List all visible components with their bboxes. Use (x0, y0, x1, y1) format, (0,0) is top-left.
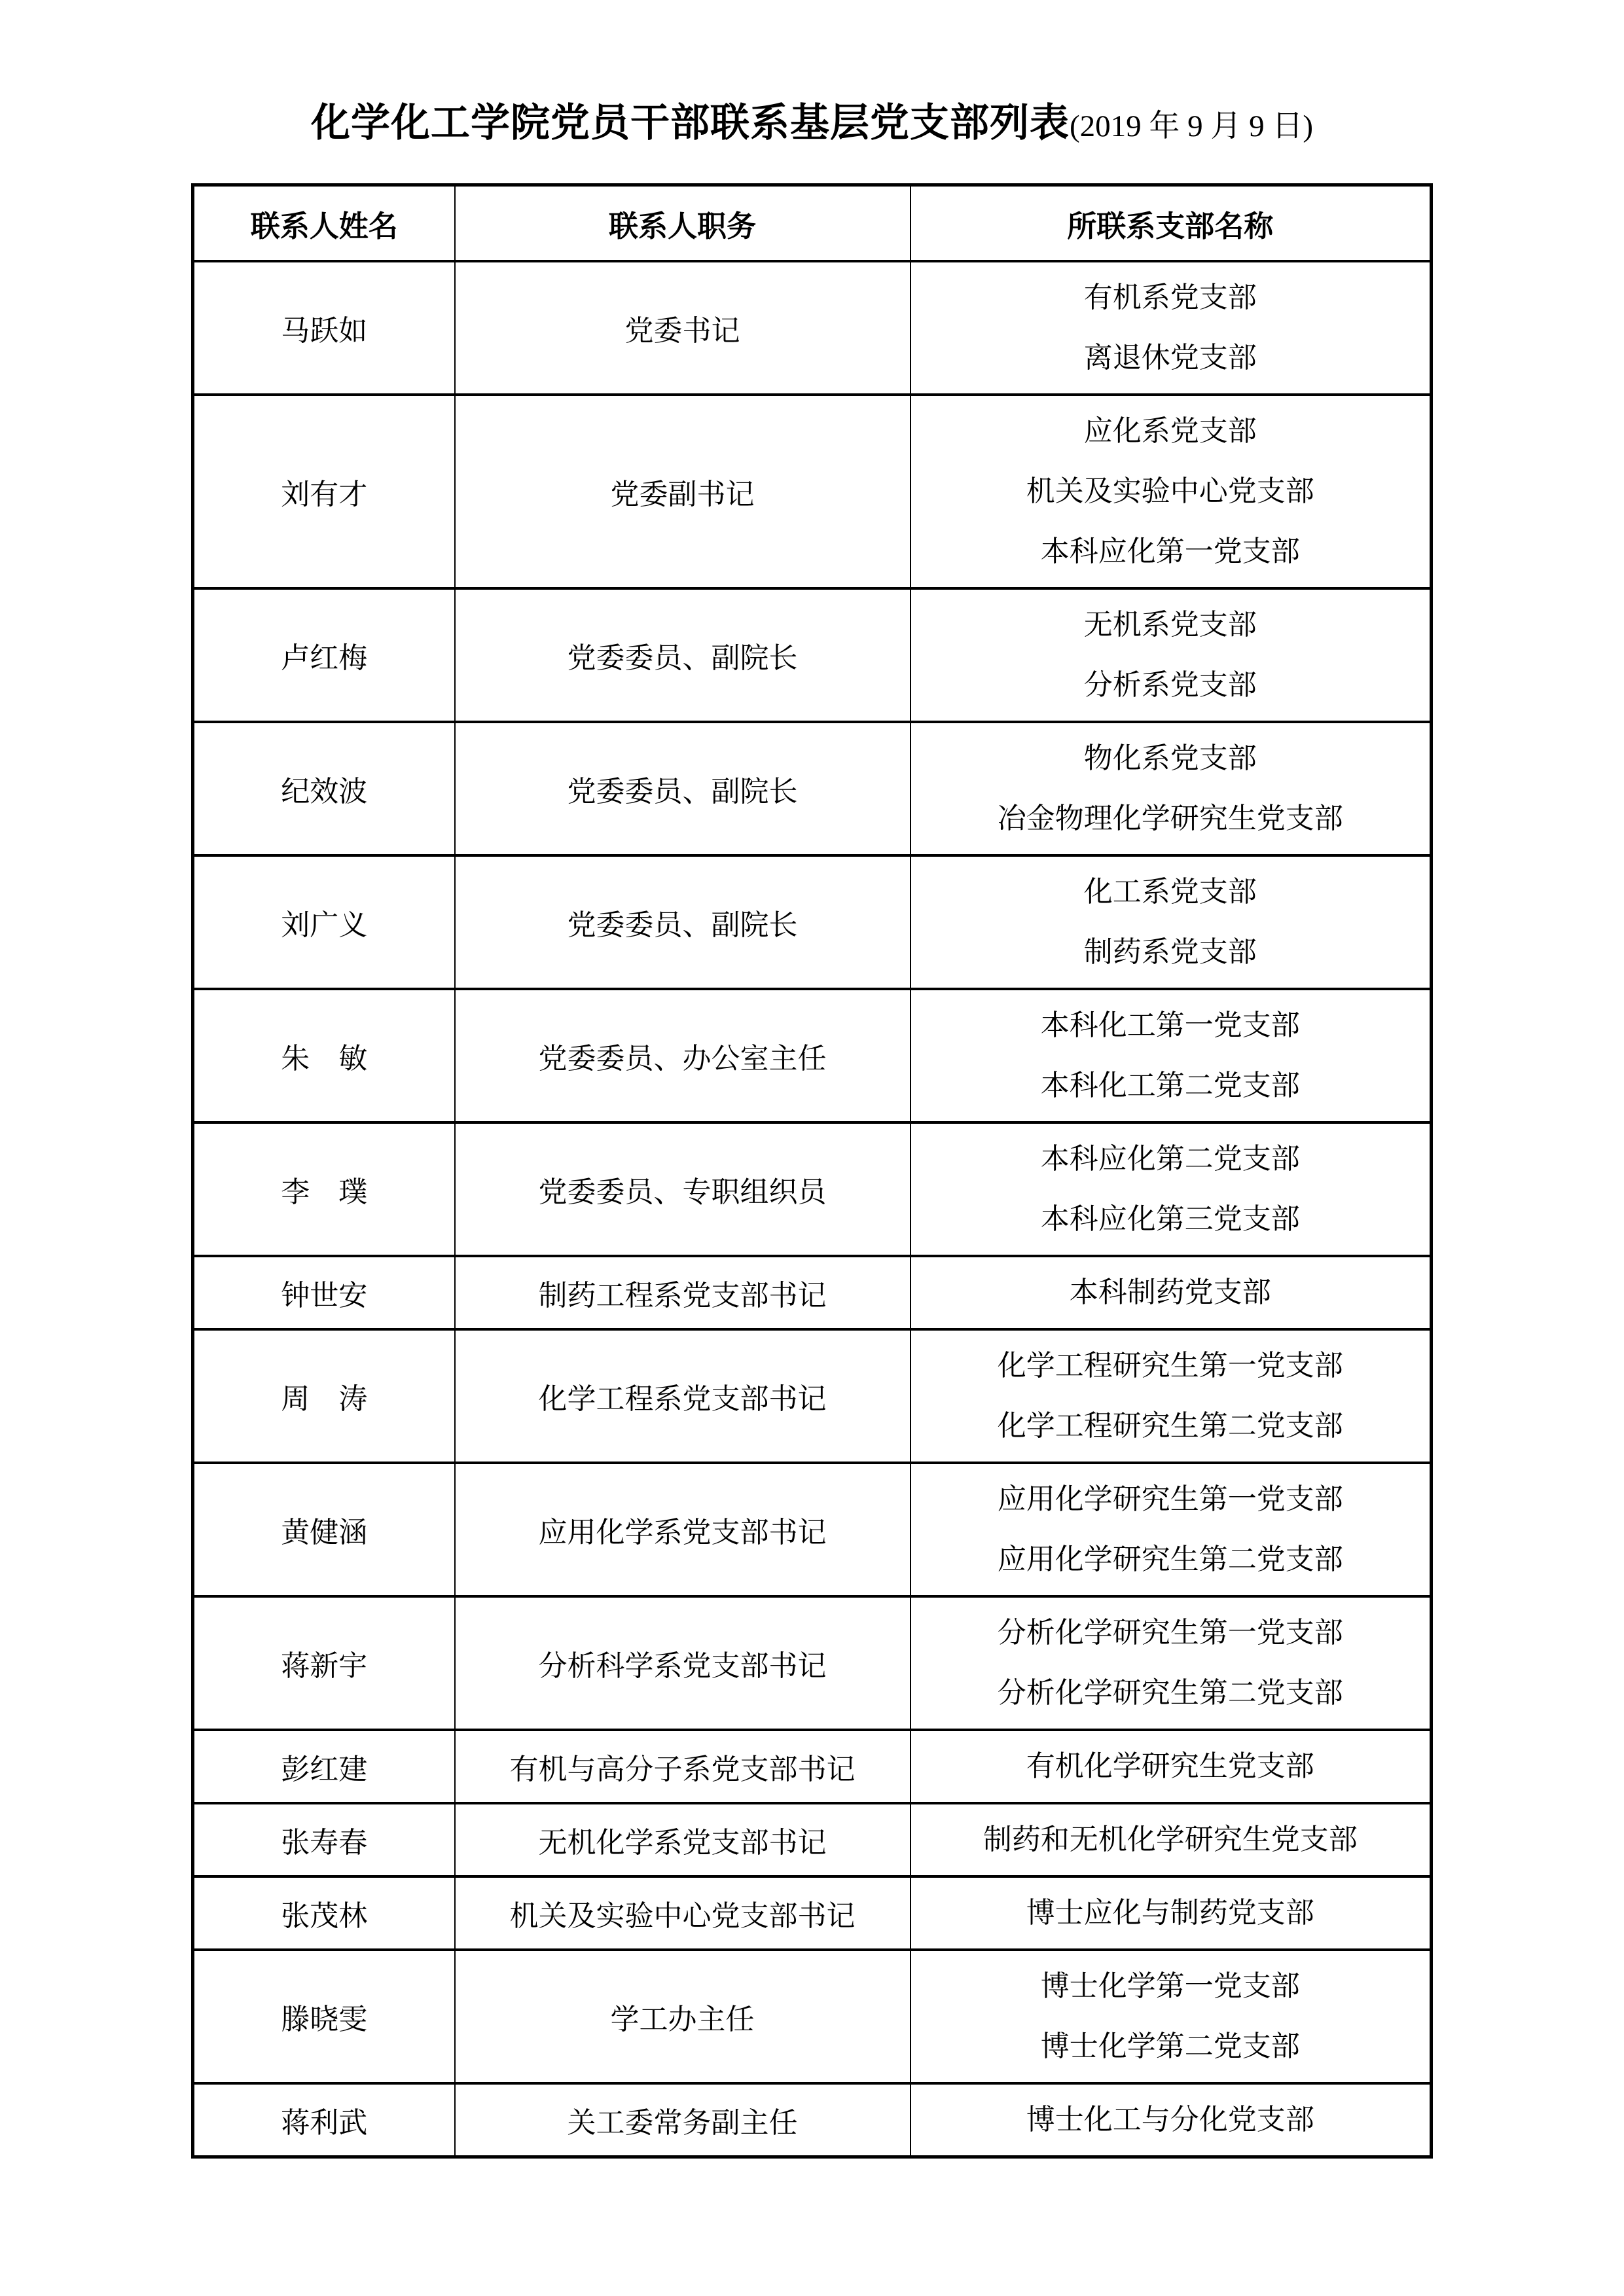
contact-position-cell: 无机化学系党支部书记 (455, 1803, 911, 1876)
contact-name-cell: 张寿春 (193, 1803, 455, 1876)
branch-name: 应用化学研究生第二党支部 (997, 1543, 1343, 1575)
contact-position-cell: 党委委员、办公室主任 (455, 989, 911, 1122)
contact-name-cell: 蒋新宇 (193, 1596, 455, 1730)
branch-name: 分析化学研究生第一党支部 (997, 1617, 1343, 1649)
contact-position-cell: 学工办主任 (455, 1950, 911, 2083)
contact-position-cell: 党委委员、副院长 (455, 855, 911, 989)
table-body (193, 261, 1432, 2157)
branch-name: 本科应化第一党支部 (1040, 535, 1300, 567)
contact-position-cell: 关工委常务副主任 (455, 2083, 911, 2157)
contact-name-cell: 滕晓雯 (193, 1950, 455, 2083)
branch-name: 本科应化第三党支部 (1040, 1203, 1300, 1235)
table-row (193, 1950, 1432, 2083)
document-title-date: (2019 年 9 月 9 日) (1069, 109, 1314, 143)
branch-names-cell (911, 722, 1432, 855)
branch-name: 本科制药党支部 (1069, 1276, 1271, 1308)
branch-name: 本科化工第一党支部 (1040, 1009, 1300, 1041)
branch-names-cell (911, 395, 1432, 588)
table-row (193, 395, 1432, 588)
branch-names-cell (911, 1730, 1432, 1803)
branch-names-cell (911, 989, 1432, 1122)
table-header-row (193, 185, 1432, 262)
header-contact-position: 联系人职务 (455, 185, 911, 262)
contact-position-cell: 党委副书记 (455, 395, 911, 588)
branch-names-cell (911, 2083, 1432, 2157)
branch-name: 博士化工与分化党支部 (1026, 2104, 1314, 2136)
branch-name: 机关及实验中心党支部 (1026, 475, 1314, 507)
header-branch-names: 所联系支部名称 (911, 185, 1432, 262)
branch-name: 应化系党支部 (1083, 415, 1257, 447)
branch-names-cell (911, 1950, 1432, 2083)
branch-name: 本科应化第二党支部 (1040, 1143, 1300, 1175)
contact-name-cell: 钟世安 (193, 1256, 455, 1329)
branch-name: 化学工程研究生第一党支部 (997, 1350, 1343, 1382)
table-row (193, 1803, 1432, 1876)
branch-name: 离退休党支部 (1083, 342, 1257, 374)
table-row (193, 722, 1432, 855)
branch-names-cell (911, 1256, 1432, 1329)
table-row (193, 1122, 1432, 1256)
header-contact-name: 联系人姓名 (193, 185, 455, 262)
contact-position-cell: 党委委员、副院长 (455, 588, 911, 722)
contact-name-cell: 纪效波 (193, 722, 455, 855)
branch-name: 制药和无机化学研究生党支部 (983, 1823, 1358, 1856)
table-row (193, 2083, 1432, 2157)
table-row (193, 1876, 1432, 1950)
contact-position-cell: 制药工程系党支部书记 (455, 1256, 911, 1329)
table-row (193, 588, 1432, 722)
branch-names-cell (911, 261, 1432, 395)
contact-position-cell: 机关及实验中心党支部书记 (455, 1876, 911, 1950)
table-row (193, 261, 1432, 395)
branch-names-cell (911, 1596, 1432, 1730)
contact-name-cell: 张茂林 (193, 1876, 455, 1950)
branch-name: 物化系党支部 (1083, 742, 1257, 774)
branch-names-cell (911, 1122, 1432, 1256)
contact-name-cell: 刘有才 (193, 395, 455, 588)
branch-name: 化工系党支部 (1083, 876, 1257, 908)
branch-name: 博士化学第一党支部 (1040, 1970, 1300, 2002)
contact-name-cell: 周 涛 (193, 1329, 455, 1463)
branch-name: 分析化学研究生第二党支部 (997, 1677, 1343, 1709)
contact-name-cell: 刘广义 (193, 855, 455, 989)
contact-position-cell: 党委委员、副院长 (455, 722, 911, 855)
contact-name-cell: 卢红梅 (193, 588, 455, 722)
branch-names-cell (911, 1803, 1432, 1876)
branch-name: 有机化学研究生党支部 (1026, 1750, 1314, 1782)
branch-name: 应用化学研究生第一党支部 (997, 1483, 1343, 1515)
contact-position-cell: 党委委员、专职组织员 (455, 1122, 911, 1256)
table-row (193, 1596, 1432, 1730)
table-row (193, 1463, 1432, 1596)
contact-position-cell: 有机与高分子系党支部书记 (455, 1730, 911, 1803)
contact-name-cell: 李 璞 (193, 1122, 455, 1256)
branch-name: 无机系党支部 (1083, 609, 1257, 641)
table-row (193, 1329, 1432, 1463)
branch-name: 化学工程研究生第二党支部 (997, 1410, 1343, 1442)
table-row (193, 989, 1432, 1122)
document-title-text: 化学化工学院党员干部联系基层党支部列表 (310, 101, 1070, 145)
contact-name-cell: 马跃如 (193, 261, 455, 395)
branch-name: 分析系党支部 (1083, 669, 1257, 701)
branch-name: 博士化学第二党支部 (1040, 2030, 1300, 2062)
branch-name: 冶金物理化学研究生党支部 (997, 802, 1343, 834)
contact-name-cell: 黄健涵 (193, 1463, 455, 1596)
document-title (0, 0, 1624, 148)
contact-name-cell: 彭红建 (193, 1730, 455, 1803)
contact-position-cell: 党委书记 (455, 261, 911, 395)
branch-names-cell (911, 1876, 1432, 1950)
table-row (193, 1730, 1432, 1803)
contact-name-cell: 朱 敏 (193, 989, 455, 1122)
contact-position-cell: 分析科学系党支部书记 (455, 1596, 911, 1730)
contact-name-cell: 蒋利武 (193, 2083, 455, 2157)
table-row (193, 855, 1432, 989)
branch-names-cell (911, 1463, 1432, 1596)
branch-names-cell (911, 855, 1432, 989)
branch-name: 博士应化与制药党支部 (1026, 1897, 1314, 1929)
table-row (193, 1256, 1432, 1329)
branch-name: 制药系党支部 (1083, 936, 1257, 968)
branch-names-cell (911, 588, 1432, 722)
contact-position-cell: 应用化学系党支部书记 (455, 1463, 911, 1596)
branch-name: 有机系党支部 (1083, 281, 1257, 314)
branch-names-cell (911, 1329, 1432, 1463)
contact-position-cell: 化学工程系党支部书记 (455, 1329, 911, 1463)
contact-table (191, 183, 1433, 2159)
branch-name: 本科化工第二党支部 (1040, 1069, 1300, 1102)
